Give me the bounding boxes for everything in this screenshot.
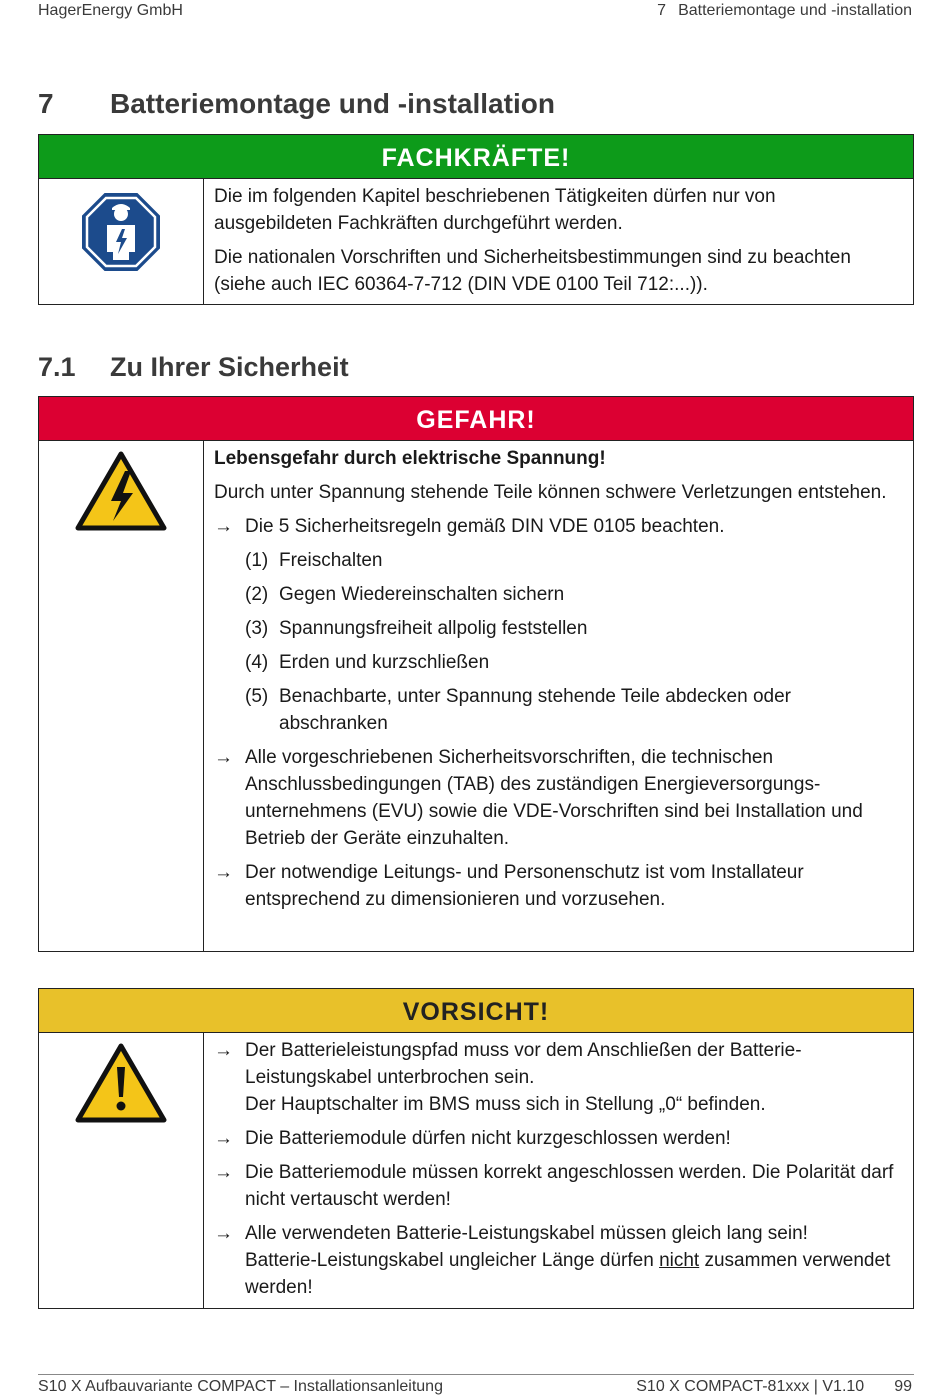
high-voltage-icon-cell bbox=[39, 441, 204, 951]
footer-divider bbox=[38, 1374, 914, 1375]
safety-rule-1 bbox=[245, 547, 897, 574]
safety-rule-5 bbox=[245, 683, 897, 737]
vorsicht-instruction-1 bbox=[214, 1037, 897, 1118]
subsection-title: Zu Ihrer Sicherheit bbox=[110, 352, 349, 382]
vorsicht-instruction-4b-pre: Batterie-Leistungskabel ungleicher Länge dürfen bbox=[245, 1250, 660, 1271]
fachkraefte-paragraph-1: Die im folgenden Kapitel beschriebenen Tätigkeiten dürfen nur von ausgebildeten Fachkräften durchgeführt werden. bbox=[214, 186, 776, 234]
arrow-icon: → bbox=[214, 1128, 233, 1149]
arrow-icon: → bbox=[214, 1162, 233, 1183]
gefahr-intro: Durch unter Spannung stehende Teile können schwere Verletzungen entstehen. bbox=[214, 482, 887, 503]
safety-rule-number: (4) bbox=[245, 652, 269, 673]
vorsicht-header: VORSICHT! bbox=[39, 989, 913, 1033]
arrow-icon: → bbox=[214, 862, 233, 883]
arrow-icon: → bbox=[214, 516, 233, 537]
header-chapter bbox=[657, 2, 912, 20]
vorsicht-instruction-4b-post: zusammen verwendet werden! bbox=[245, 1250, 891, 1298]
header-chapter-number: 7 bbox=[657, 2, 667, 19]
vorsicht-instruction-3 bbox=[214, 1159, 897, 1213]
vorsicht-instruction-4-text bbox=[245, 1220, 897, 1301]
electrician-icon bbox=[81, 192, 161, 272]
safety-rule-3 bbox=[245, 615, 897, 642]
gefahr-instruction-3-text: Der notwendige Leitungs- und Personenschutz ist vom Installateur entsprechend zu dimensionieren und vorzusehen. bbox=[245, 862, 804, 910]
safety-rule-number: (3) bbox=[245, 618, 269, 639]
header-chapter-title: Batteriemontage und -installation bbox=[678, 2, 912, 19]
caution-icon-cell bbox=[39, 1033, 204, 1308]
safety-rule-text: Erden und kurzschließen bbox=[279, 652, 490, 673]
safety-rule-number: (1) bbox=[245, 550, 269, 571]
safety-rule-2 bbox=[245, 581, 897, 608]
gefahr-instruction-2 bbox=[214, 744, 897, 852]
gefahr-header: GEFAHR! bbox=[39, 397, 913, 441]
safety-rule-number: (5) bbox=[245, 686, 269, 707]
gefahr-instruction-2-text: Alle vorgeschriebenen Sicherheitsvorschriften, die technischen Anschlussbedingungen (TAB) des zuständigen Energieversorgungs-unternehmens (EVU) sowie die VDE-Vorschriften sind bei Installation und Betrieb der Geräte einzuhalten. bbox=[245, 747, 863, 849]
vorsicht-notice bbox=[38, 988, 914, 1309]
footer-document-id: S10 X COMPACT-81xxx | V1.10 bbox=[636, 1378, 865, 1395]
safety-rule-text: Gegen Wiedereinschalten sichern bbox=[279, 584, 565, 605]
vorsicht-instruction-4 bbox=[214, 1220, 897, 1301]
safety-rule-text: Freischalten bbox=[279, 550, 383, 571]
gefahr-instruction-1-text: Die 5 Sicherheitsregeln gemäß DIN VDE 0105 beachten. bbox=[245, 516, 725, 537]
vorsicht-instruction-3-text: Die Batteriemodule müssen korrekt angeschlossen werden. Die Polarität darf nicht vertauscht werden! bbox=[245, 1162, 894, 1210]
section-title: Batteriemontage und -installation bbox=[110, 88, 555, 119]
gefahr-heading: Lebensgefahr durch elektrische Spannung! bbox=[214, 448, 606, 469]
arrow-icon: → bbox=[214, 1223, 233, 1244]
footer-document-title: S10 X Aufbauvariante COMPACT – Installationsanleitung bbox=[38, 1378, 443, 1395]
footer-right bbox=[636, 1378, 912, 1396]
section-heading bbox=[38, 88, 555, 120]
vorsicht-instruction-1b: Der Hauptschalter im BMS muss sich in Stellung „0“ befinden. bbox=[245, 1094, 766, 1115]
vorsicht-instruction-2 bbox=[214, 1125, 897, 1152]
electrician-icon-cell bbox=[39, 179, 204, 304]
safety-rule-text: Benachbarte, unter Spannung stehende Teile abdecken oder abschranken bbox=[279, 686, 791, 734]
safety-rule-number: (2) bbox=[245, 584, 269, 605]
gefahr-notice bbox=[38, 396, 914, 952]
vorsicht-instruction-4a: Alle verwendeten Batterie-Leistungskabel müssen gleich lang sein! bbox=[245, 1223, 808, 1244]
fachkraefte-header: FACHKRÄFTE! bbox=[39, 135, 913, 179]
safety-rule-text: Spannungsfreiheit allpolig feststellen bbox=[279, 618, 588, 639]
safety-rule-4 bbox=[245, 649, 897, 676]
gefahr-instruction-3 bbox=[214, 859, 897, 913]
fachkraefte-paragraph-2: Die nationalen Vorschriften und Sicherheitsbestimmungen sind zu beachten (siehe auch IEC 60364-7-712 (DIN VDE 0100 Teil 712:...)). bbox=[214, 247, 851, 295]
vorsicht-instruction-1a: Der Batterieleistungspfad muss vor dem Anschließen der Batterie-Leistungskabel unterbrochen sein. bbox=[245, 1040, 802, 1088]
vorsicht-instruction-2-text: Die Batteriemodule dürfen nicht kurzgeschlossen werden! bbox=[245, 1128, 731, 1149]
vorsicht-instruction-1-text bbox=[245, 1037, 897, 1118]
vorsicht-instruction-4b-emphasis: nicht bbox=[659, 1250, 700, 1271]
gefahr-instruction-1 bbox=[214, 513, 897, 540]
section-number: 7 bbox=[38, 88, 54, 119]
caution-exclamation-icon bbox=[75, 1043, 167, 1123]
arrow-icon: → bbox=[214, 1040, 233, 1061]
high-voltage-warning-icon bbox=[75, 451, 167, 531]
header-company: HagerEnergy GmbH bbox=[38, 2, 183, 19]
page-number: 99 bbox=[894, 1378, 912, 1395]
subsection-heading bbox=[38, 352, 349, 383]
fachkraefte-notice bbox=[38, 134, 914, 305]
subsection-number: 7.1 bbox=[38, 352, 76, 382]
arrow-icon: → bbox=[214, 747, 233, 768]
